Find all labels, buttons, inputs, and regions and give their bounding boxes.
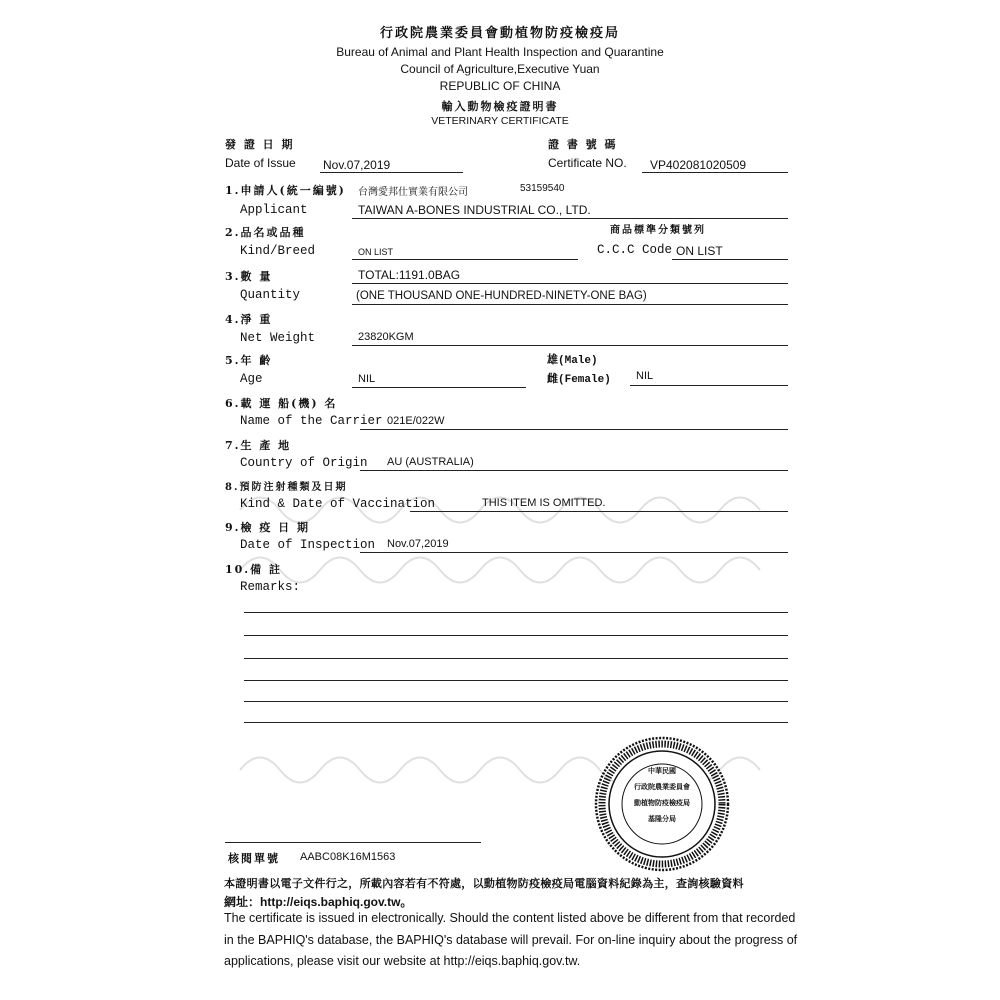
quantity-label-zh: 3.數 量 [225, 270, 273, 283]
kind-underline [352, 259, 578, 260]
origin-underline [360, 470, 788, 471]
electronic-note-url-zh: 網址：http://eiqs.baphiq.gov.tw。 [224, 895, 413, 909]
age-label-zh: 5.年 齡 [225, 354, 273, 367]
age-underline [352, 387, 526, 388]
issue-date-label-zh: 發 證 日 期 [225, 138, 295, 151]
remarks-line [244, 722, 788, 723]
remarks-line [244, 658, 788, 659]
ccc-label: C.C.C Code [597, 243, 673, 257]
seal-line-3: 動植物防疫檢疫局 [634, 798, 690, 807]
origin-value: AU (AUSTRALIA) [387, 456, 474, 468]
vaccination-label-zh: 8.預防注射種類及日期 [225, 482, 348, 493]
applicant-name-zh: 台灣愛邦仕實業有限公司 [358, 187, 468, 198]
certificate-title-en: VETERINARY CERTIFICATE [431, 115, 569, 127]
agency-name-en: Bureau of Animal and Plant Health Inspection and Quarantine [336, 45, 664, 59]
age-value: NIL [358, 373, 376, 385]
electronic-note-en-3: applications, please visit our website at http://eiqs.baphiq.gov.tw. [224, 954, 581, 968]
inspection-value: Nov.07,2019 [387, 538, 449, 550]
net-weight-label: Net Weight [240, 331, 316, 345]
age-label: Age [240, 372, 263, 386]
cert-no-label-zh: 證 書 號 碼 [548, 138, 618, 151]
issue-date-label: Date of Issue [225, 156, 296, 170]
remarks-line [244, 635, 788, 636]
remarks-line [244, 701, 788, 702]
check-number-label-zh: 核閱單號 [228, 852, 280, 865]
cert-no-value: VP402081020509 [650, 158, 747, 172]
cert-no-label: Certificate NO. [548, 156, 627, 170]
quantity-value: TOTAL:1191.0BAG [358, 268, 461, 282]
official-seal [594, 736, 730, 872]
issue-date-underline [320, 172, 463, 173]
seal-line-4: 基隆分局 [648, 814, 676, 823]
issue-date-value: Nov.07,2019 [323, 158, 391, 172]
check-number-value: AABC08K16M1563 [300, 851, 396, 863]
country-name: REPUBLIC OF CHINA [439, 79, 561, 93]
carrier-label: Name of the Carrier [240, 414, 383, 428]
quantity-label: Quantity [240, 288, 301, 302]
seal-line-2: 行政院農業委員會 [634, 782, 690, 791]
carrier-label-zh: 6.載 運 船(機) 名 [225, 397, 338, 410]
kind-label-zh: 2.品名或品種 [225, 226, 306, 239]
inspection-label: Date of Inspection [240, 538, 376, 552]
origin-label-zh: 7.生 產 地 [225, 439, 292, 452]
net-weight-value: 23820KGM [358, 331, 414, 343]
male-label: 雄(Male) [547, 355, 598, 367]
electronic-note-en-1: The certificate is issued in electronically. Should the content listed above be different from that recorded [224, 911, 796, 925]
cert-no-underline [642, 172, 788, 173]
vaccination-value: THIS ITEM IS OMITTED. [482, 497, 606, 509]
council-name: Council of Agriculture,Executive Yuan [400, 62, 600, 76]
applicant-underline [352, 218, 788, 219]
remarks-line [244, 612, 788, 613]
certificate-title-zh: 輸入動物檢疫證明書 [441, 100, 559, 113]
carrier-value: 021E/022W [387, 415, 445, 427]
remarks-label-zh: 10.備 註 [225, 563, 282, 576]
ccc-value: ON LIST [676, 244, 723, 258]
net-weight-underline [352, 345, 788, 346]
quantity-words: (ONE THOUSAND ONE-HUNDRED-NINETY-ONE BAG) [356, 290, 647, 302]
applicant-label-zh: 1.申請人(統一編號) [225, 184, 346, 197]
electronic-note-en-2: in the BAPHIQ's database, the BAPHIQ's database will prevail. For on-line inquiry about the progress of [224, 933, 798, 947]
kind-label: Kind/Breed [240, 244, 316, 258]
agency-name-zh: 行政院農業委員會動植物防疫檢疫局 [379, 26, 620, 41]
applicant-label: Applicant [240, 203, 308, 217]
applicant-tax-id: 53159540 [520, 183, 565, 194]
sex-underline [630, 385, 788, 386]
seal-line-1: 中華民國 [648, 766, 676, 775]
vaccination-label: Kind & Date of Vaccination [240, 497, 436, 511]
electronic-note-zh: 本證明書以電子文件行之，所載內容若有不符處，以動植物防疫檢疫局電腦資料紀錄為主，查詢核驗資料 [224, 878, 744, 890]
inspection-label-zh: 9.檢 疫 日 期 [225, 521, 310, 534]
quantity-words-underline [352, 304, 788, 305]
sex-value: NIL [636, 370, 654, 382]
remarks-line [244, 680, 788, 681]
ccc-label-zh: 商品標準分類號列 [610, 225, 706, 236]
origin-label: Country of Origin [240, 456, 368, 470]
carrier-underline [360, 429, 788, 430]
signature-line [225, 842, 481, 843]
applicant-name-en: TAIWAN A-BONES INDUSTRIAL CO., LTD. [358, 203, 591, 217]
kind-value: ON LIST [358, 247, 394, 257]
inspection-underline [360, 552, 788, 553]
net-weight-label-zh: 4.淨 重 [225, 313, 273, 326]
quantity-underline [352, 283, 788, 284]
female-label: 雌(Female) [547, 374, 611, 386]
remarks-label: Remarks: [240, 580, 301, 594]
vaccination-underline [410, 511, 788, 512]
ccc-underline [672, 259, 788, 260]
